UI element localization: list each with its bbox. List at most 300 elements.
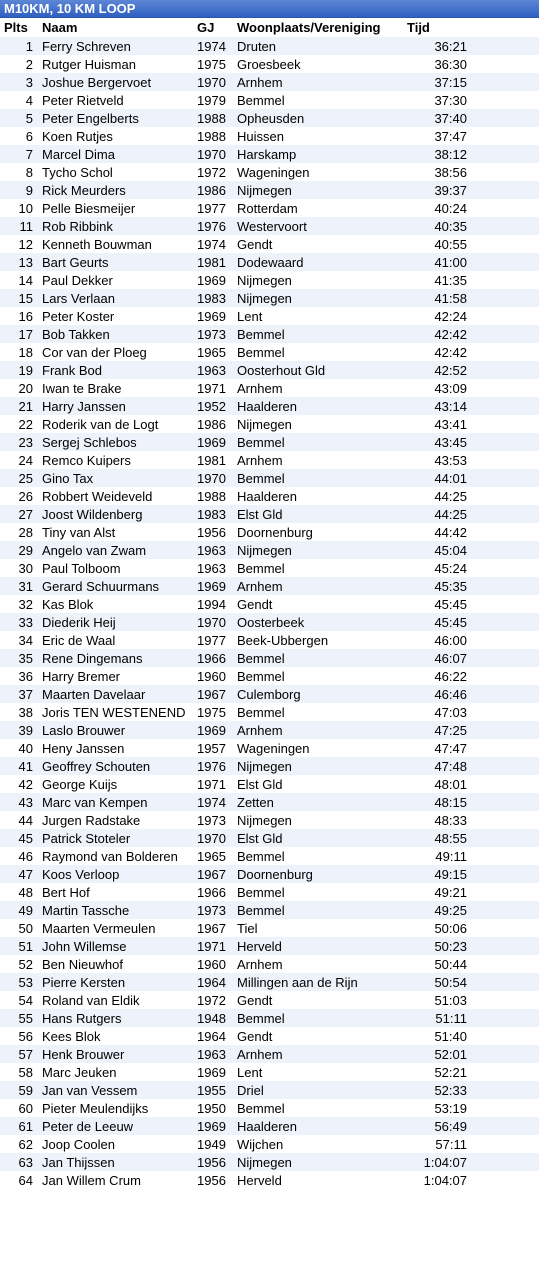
cell-plts: 42 xyxy=(0,775,38,793)
cell-woonplaats: Oosterbeek xyxy=(233,613,403,631)
cell-naam: Paul Tolboom xyxy=(38,559,193,577)
cell-gj: 1966 xyxy=(193,883,233,901)
cell-woonplaats: Groesbeek xyxy=(233,55,403,73)
cell-gj: 1983 xyxy=(193,505,233,523)
header-tijd: Tijd xyxy=(403,18,539,37)
cell-naam: Rene Dingemans xyxy=(38,649,193,667)
cell-woonplaats: Bemmel xyxy=(233,847,403,865)
cell-tijd: 43:53 xyxy=(403,451,539,469)
table-row xyxy=(0,127,539,145)
cell-woonplaats: Bemmel xyxy=(233,703,403,721)
results-body xyxy=(0,37,539,1189)
cell-gj: 1956 xyxy=(193,1153,233,1171)
cell-gj: 1972 xyxy=(193,163,233,181)
cell-plts: 16 xyxy=(0,307,38,325)
table-row xyxy=(0,199,539,217)
cell-woonplaats: Nijmegen xyxy=(233,271,403,289)
cell-naam: Harry Bremer xyxy=(38,667,193,685)
cell-woonplaats: Elst Gld xyxy=(233,775,403,793)
cell-woonplaats: Arnhem xyxy=(233,577,403,595)
header-row xyxy=(0,18,539,37)
table-row xyxy=(0,649,539,667)
cell-naam: Kenneth Bouwman xyxy=(38,235,193,253)
cell-naam: Peter de Leeuw xyxy=(38,1117,193,1135)
cell-naam: Remco Kuipers xyxy=(38,451,193,469)
table-row xyxy=(0,865,539,883)
cell-tijd: 49:21 xyxy=(403,883,539,901)
cell-woonplaats: Nijmegen xyxy=(233,541,403,559)
cell-tijd: 50:54 xyxy=(403,973,539,991)
cell-woonplaats: Bemmel xyxy=(233,343,403,361)
cell-gj: 1967 xyxy=(193,919,233,937)
cell-plts: 11 xyxy=(0,217,38,235)
cell-tijd: 48:55 xyxy=(403,829,539,847)
cell-tijd: 48:01 xyxy=(403,775,539,793)
cell-woonplaats: Bemmel xyxy=(233,1009,403,1027)
cell-tijd: 40:35 xyxy=(403,217,539,235)
table-row xyxy=(0,901,539,919)
cell-tijd: 49:25 xyxy=(403,901,539,919)
cell-gj: 1988 xyxy=(193,487,233,505)
table-row xyxy=(0,487,539,505)
cell-woonplaats: Elst Gld xyxy=(233,829,403,847)
cell-gj: 1973 xyxy=(193,901,233,919)
table-row xyxy=(0,1117,539,1135)
table-row xyxy=(0,739,539,757)
cell-woonplaats: Bemmel xyxy=(233,469,403,487)
cell-naam: Frank Bod xyxy=(38,361,193,379)
table-row xyxy=(0,109,539,127)
cell-woonplaats: Bemmel xyxy=(233,91,403,109)
cell-gj: 1971 xyxy=(193,937,233,955)
cell-gj: 1963 xyxy=(193,559,233,577)
cell-gj: 1967 xyxy=(193,685,233,703)
cell-naam: Joop Coolen xyxy=(38,1135,193,1153)
table-row xyxy=(0,235,539,253)
cell-gj: 1974 xyxy=(193,235,233,253)
cell-plts: 64 xyxy=(0,1171,38,1189)
cell-naam: Peter Rietveld xyxy=(38,91,193,109)
cell-plts: 25 xyxy=(0,469,38,487)
cell-gj: 1960 xyxy=(193,955,233,973)
cell-naam: Marcel Dima xyxy=(38,145,193,163)
cell-naam: Marc Jeuken xyxy=(38,1063,193,1081)
cell-naam: Cor van der Ploeg xyxy=(38,343,193,361)
category-title: M10KM, 10 KM LOOP xyxy=(0,0,539,18)
cell-tijd: 52:01 xyxy=(403,1045,539,1063)
cell-plts: 39 xyxy=(0,721,38,739)
cell-plts: 20 xyxy=(0,379,38,397)
cell-naam: Henk Brouwer xyxy=(38,1045,193,1063)
cell-plts: 22 xyxy=(0,415,38,433)
cell-tijd: 41:00 xyxy=(403,253,539,271)
table-row xyxy=(0,991,539,1009)
cell-plts: 32 xyxy=(0,595,38,613)
cell-woonplaats: Nijmegen xyxy=(233,757,403,775)
cell-naam: Jan van Vessem xyxy=(38,1081,193,1099)
cell-tijd: 44:25 xyxy=(403,505,539,523)
cell-plts: 58 xyxy=(0,1063,38,1081)
cell-gj: 1971 xyxy=(193,775,233,793)
table-row xyxy=(0,1027,539,1045)
table-row xyxy=(0,667,539,685)
cell-tijd: 45:45 xyxy=(403,595,539,613)
cell-naam: Peter Koster xyxy=(38,307,193,325)
cell-tijd: 1:04:07 xyxy=(403,1153,539,1171)
cell-woonplaats: Bemmel xyxy=(233,649,403,667)
cell-plts: 10 xyxy=(0,199,38,217)
cell-tijd: 56:49 xyxy=(403,1117,539,1135)
cell-woonplaats: Rotterdam xyxy=(233,199,403,217)
table-row xyxy=(0,847,539,865)
cell-gj: 1964 xyxy=(193,973,233,991)
cell-naam: Koen Rutjes xyxy=(38,127,193,145)
cell-woonplaats: Bemmel xyxy=(233,559,403,577)
table-row xyxy=(0,685,539,703)
cell-naam: Raymond van Bolderen xyxy=(38,847,193,865)
cell-naam: Bert Hof xyxy=(38,883,193,901)
cell-tijd: 44:42 xyxy=(403,523,539,541)
cell-gj: 1970 xyxy=(193,829,233,847)
cell-woonplaats: Beek-Ubbergen xyxy=(233,631,403,649)
cell-gj: 1970 xyxy=(193,613,233,631)
table-row xyxy=(0,703,539,721)
cell-woonplaats: Herveld xyxy=(233,1171,403,1189)
cell-naam: Peter Engelberts xyxy=(38,109,193,127)
header-gj: GJ xyxy=(193,18,233,37)
cell-woonplaats: Gendt xyxy=(233,1027,403,1045)
cell-woonplaats: Oosterhout Gld xyxy=(233,361,403,379)
cell-naam: Tiny van Alst xyxy=(38,523,193,541)
table-row xyxy=(0,1045,539,1063)
cell-naam: Angelo van Zwam xyxy=(38,541,193,559)
table-row xyxy=(0,271,539,289)
cell-tijd: 49:11 xyxy=(403,847,539,865)
cell-plts: 19 xyxy=(0,361,38,379)
cell-plts: 14 xyxy=(0,271,38,289)
cell-naam: Martin Tassche xyxy=(38,901,193,919)
cell-gj: 1957 xyxy=(193,739,233,757)
cell-plts: 33 xyxy=(0,613,38,631)
cell-naam: Roland van Eldik xyxy=(38,991,193,1009)
table-row xyxy=(0,37,539,55)
cell-naam: Joshue Bergervoet xyxy=(38,73,193,91)
cell-gj: 1960 xyxy=(193,667,233,685)
cell-woonplaats: Nijmegen xyxy=(233,1153,403,1171)
cell-plts: 41 xyxy=(0,757,38,775)
cell-plts: 54 xyxy=(0,991,38,1009)
cell-plts: 59 xyxy=(0,1081,38,1099)
cell-woonplaats: Lent xyxy=(233,307,403,325)
cell-plts: 52 xyxy=(0,955,38,973)
cell-tijd: 50:06 xyxy=(403,919,539,937)
cell-naam: Rick Meurders xyxy=(38,181,193,199)
cell-naam: Laslo Brouwer xyxy=(38,721,193,739)
cell-plts: 18 xyxy=(0,343,38,361)
cell-plts: 15 xyxy=(0,289,38,307)
cell-tijd: 42:42 xyxy=(403,343,539,361)
cell-tijd: 42:24 xyxy=(403,307,539,325)
cell-tijd: 44:25 xyxy=(403,487,539,505)
cell-naam: Eric de Waal xyxy=(38,631,193,649)
cell-woonplaats: Harskamp xyxy=(233,145,403,163)
cell-gj: 1971 xyxy=(193,379,233,397)
table-row xyxy=(0,451,539,469)
cell-tijd: 49:15 xyxy=(403,865,539,883)
cell-woonplaats: Bemmel xyxy=(233,883,403,901)
table-row xyxy=(0,1099,539,1117)
cell-woonplaats: Bemmel xyxy=(233,901,403,919)
cell-gj: 1983 xyxy=(193,289,233,307)
table-row xyxy=(0,307,539,325)
cell-tijd: 51:40 xyxy=(403,1027,539,1045)
cell-plts: 53 xyxy=(0,973,38,991)
cell-plts: 8 xyxy=(0,163,38,181)
header-plts: Plts xyxy=(0,18,38,37)
cell-naam: Joris TEN WESTENEND xyxy=(38,703,193,721)
cell-plts: 1 xyxy=(0,37,38,55)
cell-tijd: 50:23 xyxy=(403,937,539,955)
cell-plts: 62 xyxy=(0,1135,38,1153)
cell-woonplaats: Herveld xyxy=(233,937,403,955)
cell-gj: 1965 xyxy=(193,343,233,361)
cell-naam: Maarten Davelaar xyxy=(38,685,193,703)
cell-naam: Gino Tax xyxy=(38,469,193,487)
cell-woonplaats: Arnhem xyxy=(233,955,403,973)
cell-woonplaats: Nijmegen xyxy=(233,811,403,829)
cell-plts: 17 xyxy=(0,325,38,343)
table-row xyxy=(0,541,539,559)
cell-plts: 31 xyxy=(0,577,38,595)
table-row xyxy=(0,919,539,937)
cell-gj: 1970 xyxy=(193,469,233,487)
cell-gj: 1977 xyxy=(193,631,233,649)
table-row xyxy=(0,55,539,73)
table-row xyxy=(0,253,539,271)
cell-tijd: 40:55 xyxy=(403,235,539,253)
table-row xyxy=(0,1153,539,1171)
cell-plts: 28 xyxy=(0,523,38,541)
cell-plts: 48 xyxy=(0,883,38,901)
cell-woonplaats: Haalderen xyxy=(233,1117,403,1135)
table-row xyxy=(0,181,539,199)
cell-gj: 1969 xyxy=(193,721,233,739)
cell-woonplaats: Wijchen xyxy=(233,1135,403,1153)
cell-gj: 1955 xyxy=(193,1081,233,1099)
table-row xyxy=(0,1171,539,1189)
cell-tijd: 44:01 xyxy=(403,469,539,487)
cell-tijd: 41:58 xyxy=(403,289,539,307)
cell-plts: 55 xyxy=(0,1009,38,1027)
cell-gj: 1969 xyxy=(193,307,233,325)
cell-woonplaats: Bemmel xyxy=(233,667,403,685)
cell-tijd: 36:30 xyxy=(403,55,539,73)
table-row xyxy=(0,289,539,307)
cell-gj: 1970 xyxy=(193,145,233,163)
cell-naam: Roderik van de Logt xyxy=(38,415,193,433)
cell-gj: 1986 xyxy=(193,181,233,199)
cell-plts: 61 xyxy=(0,1117,38,1135)
table-row xyxy=(0,793,539,811)
header-woonplaats: Woonplaats/Vereniging xyxy=(233,18,403,37)
cell-gj: 1976 xyxy=(193,217,233,235)
cell-gj: 1964 xyxy=(193,1027,233,1045)
cell-gj: 1973 xyxy=(193,325,233,343)
cell-tijd: 47:48 xyxy=(403,757,539,775)
cell-plts: 3 xyxy=(0,73,38,91)
cell-plts: 27 xyxy=(0,505,38,523)
cell-naam: Tycho Schol xyxy=(38,163,193,181)
cell-plts: 35 xyxy=(0,649,38,667)
cell-tijd: 40:24 xyxy=(403,199,539,217)
table-row xyxy=(0,397,539,415)
cell-naam: Patrick Stoteler xyxy=(38,829,193,847)
cell-gj: 1969 xyxy=(193,577,233,595)
cell-gj: 1948 xyxy=(193,1009,233,1027)
table-row xyxy=(0,1009,539,1027)
cell-woonplaats: Wageningen xyxy=(233,163,403,181)
cell-plts: 47 xyxy=(0,865,38,883)
cell-woonplaats: Zetten xyxy=(233,793,403,811)
cell-naam: Sergej Schlebos xyxy=(38,433,193,451)
cell-naam: Hans Rutgers xyxy=(38,1009,193,1027)
cell-gj: 1950 xyxy=(193,1099,233,1117)
cell-tijd: 37:15 xyxy=(403,73,539,91)
cell-tijd: 37:30 xyxy=(403,91,539,109)
table-row xyxy=(0,163,539,181)
cell-plts: 57 xyxy=(0,1045,38,1063)
cell-naam: Paul Dekker xyxy=(38,271,193,289)
cell-woonplaats: Huissen xyxy=(233,127,403,145)
cell-plts: 21 xyxy=(0,397,38,415)
cell-gj: 1981 xyxy=(193,451,233,469)
cell-naam: Kees Blok xyxy=(38,1027,193,1045)
cell-plts: 44 xyxy=(0,811,38,829)
cell-gj: 1963 xyxy=(193,541,233,559)
cell-tijd: 52:21 xyxy=(403,1063,539,1081)
cell-woonplaats: Dodewaard xyxy=(233,253,403,271)
cell-tijd: 47:47 xyxy=(403,739,539,757)
cell-woonplaats: Westervoort xyxy=(233,217,403,235)
cell-naam: Jan Willem Crum xyxy=(38,1171,193,1189)
cell-gj: 1969 xyxy=(193,1063,233,1081)
table-row xyxy=(0,415,539,433)
table-row xyxy=(0,937,539,955)
cell-woonplaats: Doornenburg xyxy=(233,523,403,541)
cell-tijd: 48:15 xyxy=(403,793,539,811)
table-row xyxy=(0,505,539,523)
cell-gj: 1969 xyxy=(193,433,233,451)
cell-plts: 7 xyxy=(0,145,38,163)
cell-plts: 6 xyxy=(0,127,38,145)
cell-woonplaats: Bemmel xyxy=(233,325,403,343)
cell-plts: 9 xyxy=(0,181,38,199)
cell-tijd: 45:45 xyxy=(403,613,539,631)
cell-gj: 1967 xyxy=(193,865,233,883)
cell-gj: 1979 xyxy=(193,91,233,109)
cell-woonplaats: Nijmegen xyxy=(233,181,403,199)
cell-plts: 56 xyxy=(0,1027,38,1045)
cell-naam: Robbert Weideveld xyxy=(38,487,193,505)
cell-tijd: 46:00 xyxy=(403,631,539,649)
cell-plts: 38 xyxy=(0,703,38,721)
cell-plts: 51 xyxy=(0,937,38,955)
table-row xyxy=(0,973,539,991)
cell-tijd: 47:03 xyxy=(403,703,539,721)
table-row xyxy=(0,1081,539,1099)
cell-tijd: 47:25 xyxy=(403,721,539,739)
cell-gj: 1956 xyxy=(193,1171,233,1189)
cell-tijd: 38:56 xyxy=(403,163,539,181)
table-row xyxy=(0,559,539,577)
cell-gj: 1963 xyxy=(193,361,233,379)
table-row xyxy=(0,811,539,829)
table-row xyxy=(0,523,539,541)
cell-woonplaats: Lent xyxy=(233,1063,403,1081)
cell-woonplaats: Druten xyxy=(233,37,403,55)
table-row xyxy=(0,379,539,397)
cell-tijd: 43:41 xyxy=(403,415,539,433)
cell-naam: Geoffrey Schouten xyxy=(38,757,193,775)
cell-gj: 1977 xyxy=(193,199,233,217)
table-row xyxy=(0,145,539,163)
table-row xyxy=(0,721,539,739)
cell-naam: John Willemse xyxy=(38,937,193,955)
cell-woonplaats: Opheusden xyxy=(233,109,403,127)
cell-tijd: 38:12 xyxy=(403,145,539,163)
table-row xyxy=(0,775,539,793)
cell-tijd: 46:46 xyxy=(403,685,539,703)
cell-tijd: 46:22 xyxy=(403,667,539,685)
table-row xyxy=(0,433,539,451)
cell-woonplaats: Arnhem xyxy=(233,379,403,397)
table-row xyxy=(0,631,539,649)
cell-naam: Joost Wildenberg xyxy=(38,505,193,523)
cell-tijd: 42:52 xyxy=(403,361,539,379)
cell-plts: 2 xyxy=(0,55,38,73)
cell-plts: 46 xyxy=(0,847,38,865)
cell-gj: 1972 xyxy=(193,991,233,1009)
cell-tijd: 43:14 xyxy=(403,397,539,415)
table-row xyxy=(0,217,539,235)
cell-plts: 5 xyxy=(0,109,38,127)
cell-tijd: 53:19 xyxy=(403,1099,539,1117)
table-row xyxy=(0,613,539,631)
cell-plts: 13 xyxy=(0,253,38,271)
cell-tijd: 42:42 xyxy=(403,325,539,343)
cell-woonplaats: Millingen aan de Rijn xyxy=(233,973,403,991)
cell-naam: Iwan te Brake xyxy=(38,379,193,397)
cell-plts: 30 xyxy=(0,559,38,577)
cell-plts: 4 xyxy=(0,91,38,109)
results-table xyxy=(0,18,539,1189)
cell-plts: 29 xyxy=(0,541,38,559)
cell-naam: Pieter Meulendijks xyxy=(38,1099,193,1117)
cell-woonplaats: Arnhem xyxy=(233,73,403,91)
cell-naam: Heny Janssen xyxy=(38,739,193,757)
cell-tijd: 45:24 xyxy=(403,559,539,577)
cell-gj: 1949 xyxy=(193,1135,233,1153)
cell-plts: 40 xyxy=(0,739,38,757)
cell-gj: 1975 xyxy=(193,703,233,721)
cell-woonplaats: Bemmel xyxy=(233,433,403,451)
table-row xyxy=(0,955,539,973)
cell-gj: 1974 xyxy=(193,793,233,811)
cell-woonplaats: Gendt xyxy=(233,235,403,253)
cell-plts: 37 xyxy=(0,685,38,703)
table-row xyxy=(0,73,539,91)
table-row xyxy=(0,577,539,595)
